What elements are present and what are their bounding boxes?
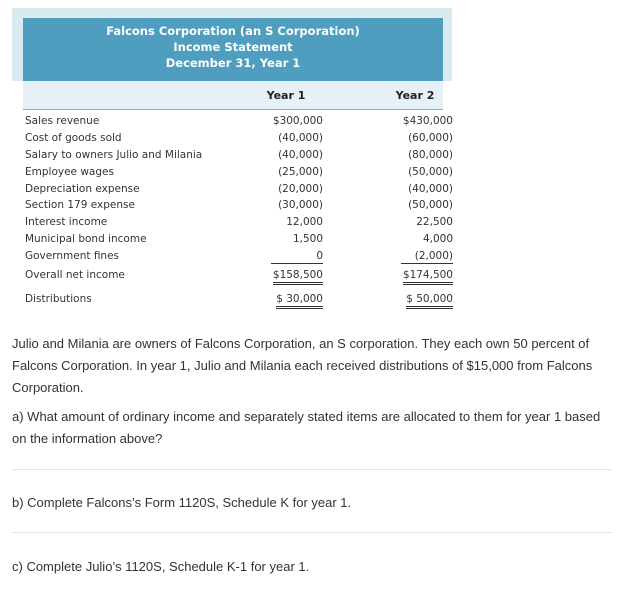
row-label: Section 179 expense	[25, 199, 135, 211]
row-value-year2: (2,000)	[401, 250, 453, 264]
statement-row	[25, 199, 453, 216]
row-label: Municipal bond income	[25, 233, 147, 245]
row-value-year1: 1,500	[292, 233, 323, 245]
statement-row	[25, 115, 453, 132]
statement-row	[25, 233, 453, 250]
row-label: Overall net income	[25, 269, 125, 281]
row-label: Government fines	[25, 250, 120, 262]
row-label: Cost of goods sold	[25, 132, 122, 144]
question-part-b: b) Complete Falcons’s Form 1120S, Schedule K for year 1.	[12, 495, 352, 510]
row-value-year2: (80,000)	[408, 149, 453, 161]
question-intro: Julio and Milania are owners of Falcons Corporation, an S corporation. They each own 50 percent of Falcons Corporation. In year 1, Julio and Milania each received distributions of $15,000 from Falcons Corporation.	[12, 336, 593, 395]
row-value-year1: (20,000)	[278, 183, 323, 195]
header-divider	[23, 109, 443, 110]
section-divider	[12, 469, 612, 470]
row-value-year2: (40,000)	[408, 183, 453, 195]
statement-date: December 31, Year 1	[165, 56, 301, 70]
statement-row	[25, 183, 453, 200]
row-value-year2: (60,000)	[408, 132, 453, 144]
question-part-c: c) Complete Julio’s 1120S, Schedule K-1 for year 1.	[12, 559, 310, 574]
statement-row	[25, 149, 453, 166]
row-value-year2: $ 50,000	[406, 293, 453, 309]
statement-row	[25, 250, 453, 267]
row-value-year2: $430,000	[402, 115, 453, 127]
row-value-year1: (40,000)	[278, 132, 323, 144]
column-header-year2: Year 2	[395, 89, 435, 102]
row-value-year2: (50,000)	[408, 199, 453, 211]
row-value-year1: (40,000)	[278, 149, 323, 161]
row-value-year1: $300,000	[272, 115, 323, 127]
row-value-year1: $158,500	[273, 269, 323, 285]
row-value-year1: 12,000	[286, 216, 323, 228]
row-value-year2: $174,500	[403, 269, 453, 285]
row-label: Interest income	[25, 216, 108, 228]
statement-subtitle: Income Statement	[173, 40, 293, 54]
row-label: Employee wages	[25, 166, 114, 178]
column-header-band	[23, 81, 443, 109]
row-value-year1: (30,000)	[278, 199, 323, 211]
row-label: Sales revenue	[25, 115, 100, 127]
question-part-a: a) What amount of ordinary income and separately stated items are allocated to them for year 1 based on the information above?	[12, 409, 601, 446]
statement-title-block	[23, 18, 443, 81]
row-value-year1: (25,000)	[278, 166, 323, 178]
income-statement	[12, 8, 452, 312]
statement-row-total	[25, 269, 453, 286]
row-value-year1: 0	[271, 250, 323, 264]
row-label: Distributions	[25, 293, 92, 305]
statement-title: Falcons Corporation (an S Corporation)	[106, 24, 360, 38]
row-value-year1: $ 30,000	[276, 293, 323, 309]
row-label: Depreciation expense	[25, 183, 140, 195]
statement-row-distributions	[25, 293, 453, 310]
row-value-year2: 22,500	[416, 216, 453, 228]
section-divider	[12, 532, 612, 533]
row-value-year2: (50,000)	[408, 166, 453, 178]
statement-row	[25, 216, 453, 233]
row-value-year2: 4,000	[422, 233, 453, 245]
row-label: Salary to owners Julio and Milania	[25, 149, 203, 161]
statement-row	[25, 132, 453, 149]
column-header-year1: Year 1	[266, 89, 306, 102]
statement-row	[25, 166, 453, 183]
